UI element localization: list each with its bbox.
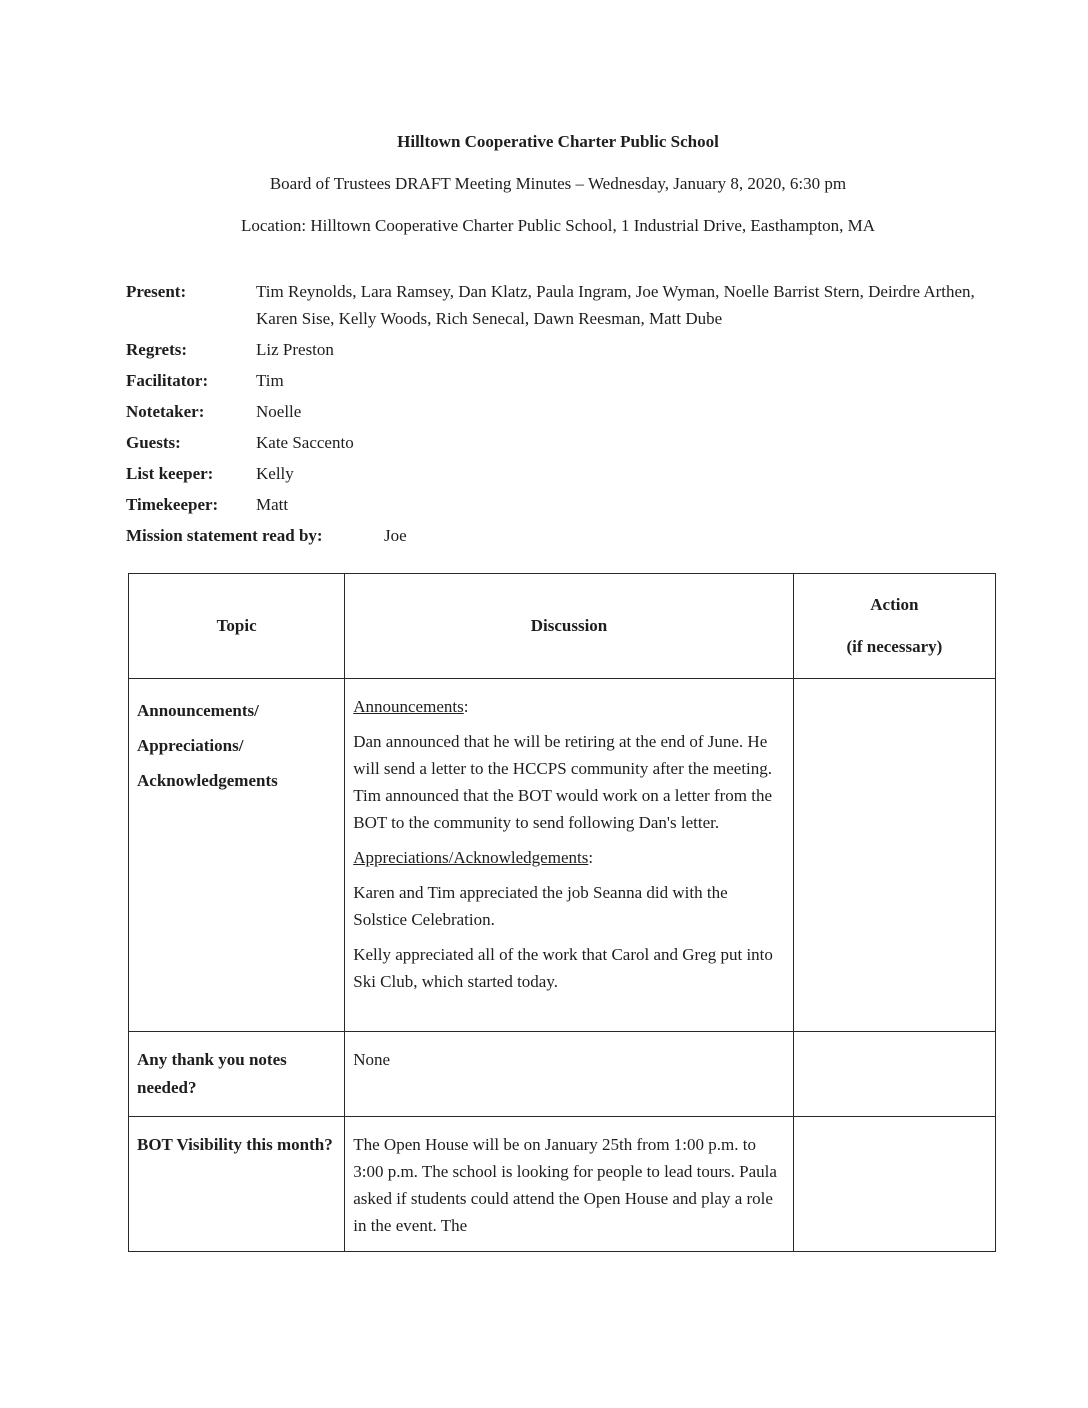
subheading-colon: : bbox=[588, 848, 594, 867]
appreciations-subheading: Appreciations/Acknowledgements bbox=[353, 848, 589, 867]
guests-label: Guests: bbox=[126, 433, 181, 452]
table-row bbox=[129, 1117, 996, 1252]
mission-value: Joe bbox=[384, 526, 407, 545]
topic-text: Any thank you notes needed? bbox=[137, 1050, 287, 1097]
discussion-text: None bbox=[353, 1050, 391, 1069]
notetaker-label: Notetaker: bbox=[126, 402, 205, 421]
announcement-paragraph: Dan announced that he will be retiring at the end of June. He will send a letter to the HCCPS community after the meeting. Tim announced that the BOT would work on a letter from the BOT to the community to send following Dan's letter. bbox=[353, 732, 773, 832]
document-title: Hilltown Cooperative Charter Public School bbox=[397, 132, 719, 151]
discussion-cell bbox=[345, 1117, 794, 1252]
action-cell bbox=[793, 1032, 995, 1117]
appreciations-heading bbox=[353, 844, 785, 871]
meeting-subtitle: Board of Trustees DRAFT Meeting Minutes – Wednesday, January 8, 2020, 6:30 pm bbox=[269, 174, 847, 193]
regrets-label: Regrets: bbox=[126, 340, 188, 359]
topic-text bbox=[129, 679, 344, 806]
topic-line: Acknowledgements bbox=[137, 771, 278, 790]
topic-line: Announcements/ bbox=[137, 701, 259, 720]
table-row bbox=[129, 679, 996, 1032]
topic-cell bbox=[129, 679, 345, 1032]
guests-value: Kate Saccento bbox=[256, 433, 354, 452]
action-header-note: (if necessary) bbox=[846, 637, 943, 656]
topic-header: Topic bbox=[129, 574, 345, 679]
mission-label: Mission statement read by: bbox=[126, 526, 323, 545]
discussion-text: The Open House will be on January 25th from 1:00 p.m. to 3:00 p.m. The school is looking for people to lead tours. Paula asked if students could attend the Open House and play a role in the event. The bbox=[353, 1135, 777, 1235]
discussion-header: Discussion bbox=[345, 574, 794, 679]
topic-text: BOT Visibility this month? bbox=[137, 1135, 333, 1154]
timekeeper-value: Matt bbox=[256, 495, 289, 514]
discussion-cell bbox=[345, 1032, 794, 1117]
list-keeper-row bbox=[126, 460, 1088, 487]
facilitator-value: Tim bbox=[256, 371, 284, 390]
action-header bbox=[793, 574, 995, 679]
discussion-text bbox=[345, 679, 793, 1015]
topic-cell bbox=[129, 1117, 345, 1252]
timekeeper-label: Timekeeper: bbox=[126, 495, 219, 514]
subheading-colon: : bbox=[463, 697, 469, 716]
regrets-row bbox=[126, 336, 1088, 363]
announcements-heading bbox=[353, 693, 785, 720]
minutes-table bbox=[128, 573, 996, 1252]
facilitator-row bbox=[126, 367, 1088, 394]
mission-row bbox=[126, 522, 1088, 549]
list-keeper-value: Kelly bbox=[256, 464, 294, 483]
announcements-subheading: Announcements bbox=[353, 697, 464, 716]
appreciation-paragraph: Karen and Tim appreciated the job Seanna did with the Solstice Celebration. bbox=[353, 883, 728, 929]
attendance-block bbox=[126, 278, 1088, 553]
topic-line: Appreciations/ bbox=[137, 736, 244, 755]
table-row bbox=[129, 1032, 996, 1117]
meeting-location: Location: Hilltown Cooperative Charter Public School, 1 Industrial Drive, Easthampton, MA bbox=[240, 216, 876, 235]
timekeeper-row bbox=[126, 491, 1088, 518]
facilitator-label: Facilitator: bbox=[126, 371, 209, 390]
list-keeper-label: List keeper: bbox=[126, 464, 214, 483]
present-row bbox=[126, 278, 1088, 332]
action-header-title: Action bbox=[870, 595, 919, 614]
table-header-row bbox=[129, 574, 996, 679]
discussion-cell bbox=[345, 679, 794, 1032]
notetaker-row bbox=[126, 398, 1088, 425]
topic-cell bbox=[129, 1032, 345, 1117]
appreciation-paragraph: Kelly appreciated all of the work that Carol and Greg put into Ski Club, which started today. bbox=[353, 945, 773, 991]
notetaker-value: Noelle bbox=[256, 402, 302, 421]
guests-row bbox=[126, 429, 1088, 456]
action-cell bbox=[793, 1117, 995, 1252]
action-cell bbox=[793, 679, 995, 1032]
present-value: Tim Reynolds, Lara Ramsey, Dan Klatz, Paula Ingram, Joe Wyman, Noelle Barrist Stern, Deirdre Arthen, Karen Sise, Kelly Woods, Rich Senecal, Dawn Reesman, Matt Dube bbox=[256, 282, 975, 328]
regrets-value: Liz Preston bbox=[256, 340, 334, 359]
present-label: Present: bbox=[126, 282, 187, 301]
